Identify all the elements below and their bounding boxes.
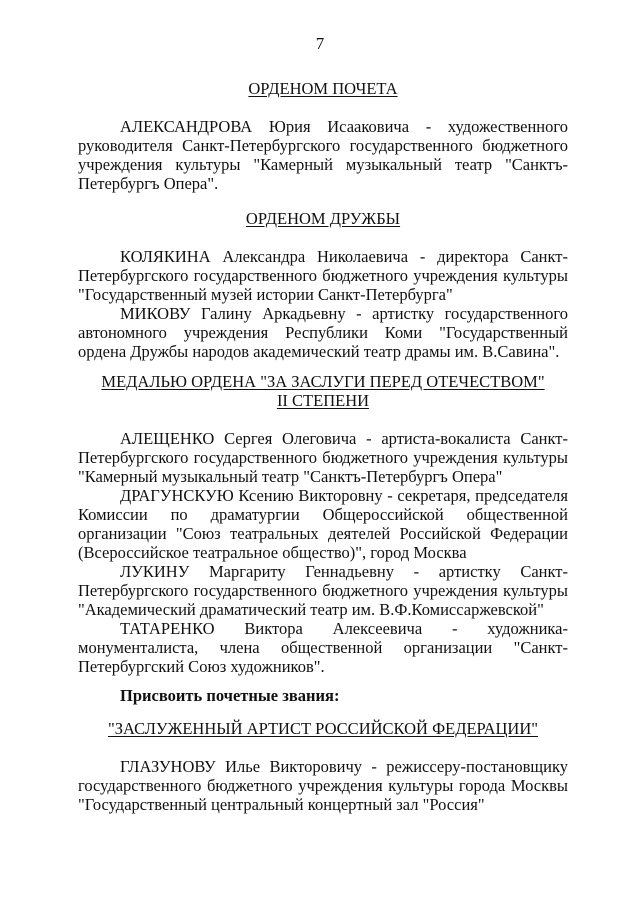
- award-entry: МИКОВУ Галину Аркадьевну - артистку государственного автономного учреждения Республики Коми "Государственный ордена Дружбы народов академический театр драмы им. В.Савина".: [78, 304, 568, 361]
- section-heading-order-honor: [78, 79, 568, 98]
- award-entry: КОЛЯКИНА Александра Николаевича - директора Санкт-Петербургского государственного бюджетного учреждения культуры "Государственный музей истории Санкт-Петербурга": [78, 247, 568, 304]
- section-heading-line2: II СТЕПЕНИ: [276, 391, 370, 410]
- award-entry: ТАТАРЕНКО Виктора Алексеевича - художника-монументалиста, члена общественной организации "Санкт-Петербургский Союз художников".: [78, 619, 568, 676]
- section-heading-text: ОРДЕНОМ ДРУЖБЫ: [245, 209, 401, 228]
- section-heading-order-friendship: [78, 209, 568, 228]
- section-heading-text: "ЗАСЛУЖЕННЫЙ АРТИСТ РОССИЙСКОЙ ФЕДЕРАЦИИ": [108, 719, 538, 738]
- page-number: 7: [315, 34, 325, 53]
- section-heading-honored-artist: [78, 719, 568, 738]
- section-heading-text: ОРДЕНОМ ПОЧЕТА: [248, 79, 398, 98]
- award-entry: ДРАГУНСКУЮ Ксению Викторовну - секретаря, председателя Комиссии по драматургии Общероссийской общественной организации "Союз театральных деятелей Российской Федерации (Всероссийское театральное общество)", город Москва: [78, 486, 568, 562]
- award-entry: АЛЕЩЕНКО Сергея Олеговича - артиста-вокалиста Санкт-Петербургского государственного бюджетного учреждения культуры "Камерный музыкальный театр "Санктъ-Петербургъ Опера": [78, 429, 568, 486]
- honorary-titles-lead: Присвоить почетные звания:: [120, 686, 340, 705]
- section-heading-line1: МЕДАЛЬЮ ОРДЕНА "ЗА ЗАСЛУГИ ПЕРЕД ОТЕЧЕСТВОМ": [101, 372, 545, 391]
- award-entry: АЛЕКСАНДРОВА Юрия Исааковича - художественного руководителя Санкт-Петербургского государственного бюджетного учреждения культуры "Камерный музыкальный театр "Санктъ-Петербургъ Опера".: [78, 117, 568, 193]
- section-heading-medal-merit: [78, 372, 568, 410]
- award-entry: ЛУКИНУ Маргариту Геннадьевну - артистку Санкт-Петербургского государственного бюджетного учреждения культуры "Академический драматический театр им. В.Ф.Комиссаржевской": [78, 562, 568, 619]
- award-entry: ГЛАЗУНОВУ Илье Викторовичу - режиссеру-постановщику государственного бюджетного учреждения культуры города Москвы "Государственный центральный концертный зал "Россия": [78, 757, 568, 814]
